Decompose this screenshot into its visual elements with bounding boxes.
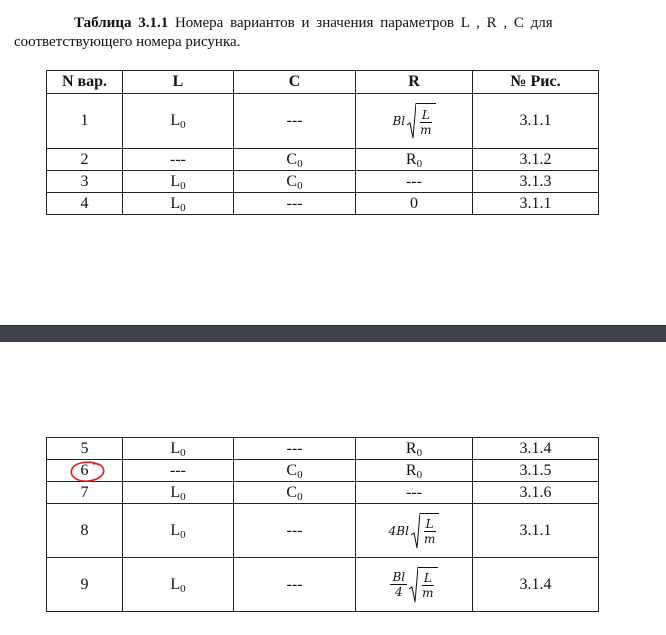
table-caption-text: Номера вариантов и значения параметров L , R , C для [174,15,553,31]
cell-R-formula [356,94,473,149]
cell-figure: 3.1.4 [473,558,599,612]
variants-table-part1 [46,70,599,215]
cell-L: $L_0$ [123,482,234,504]
page-divider [0,325,666,343]
cell-variant: 1 [47,94,123,149]
table-row [47,482,599,504]
formula-bl-over-4-sqrt-l-over-m: $\frac{Bl}{4}$ $\frac{L}{m}$ [390,567,437,603]
cell-variant: 9 [47,558,123,612]
cell-C: $C_0$ [234,149,356,171]
cell-C: $C_0$ [234,482,356,504]
table-row [47,94,599,149]
cell-variant: 5 [47,438,123,460]
cell-R-formula [356,558,473,612]
cell-figure: 3.1.4 [473,438,599,460]
cell-variant: 4 [47,193,123,215]
formula-4bl-sqrt-l-over-m: 4Bl $\frac{L}{m}$ [389,513,440,549]
cell-R: --- [356,171,473,193]
cell-L: $L_0$ [123,193,234,215]
cell-figure: 3.1.3 [473,171,599,193]
table-row [47,504,599,558]
table-header-row [47,71,599,94]
header-variant-number: N вар. [47,71,123,94]
cell-figure: 3.1.5 [473,460,599,482]
cell-figure: 3.1.2 [473,149,599,171]
cell-variant: 8 [47,504,123,558]
cell-C: --- [234,504,356,558]
header-R: R [356,71,473,94]
table-caption-text-cont: соответствующего номера рисунка. [14,34,241,50]
cell-L: --- [123,460,234,482]
cell-R: $R_0$ [356,149,473,171]
cell-C: --- [234,438,356,460]
cell-C: --- [234,558,356,612]
cell-C: $C_0$ [234,460,356,482]
cell-figure: 3.1.1 [473,193,599,215]
header-L: L [123,71,234,94]
cell-L: --- [123,149,234,171]
table-row [47,438,599,460]
cell-variant: 2 [47,149,123,171]
cell-figure: 3.1.6 [473,482,599,504]
cell-variant: 7 [47,482,123,504]
cell-R: --- [356,482,473,504]
cell-R-formula [356,504,473,558]
table-row [47,460,599,482]
cell-R: $R_0$ [356,460,473,482]
cell-L: $L_0$ [123,171,234,193]
cell-L: $L_0$ [123,438,234,460]
formula-bl-sqrt-l-over-m: Bl $\frac{L}{m}$ [392,103,435,139]
table-caption [14,14,644,52]
cell-C: --- [234,193,356,215]
cell-C: --- [234,94,356,149]
variants-table-part2 [46,437,599,612]
cell-R: $R_0$ [356,438,473,460]
cell-L: $L_0$ [123,504,234,558]
table-row [47,149,599,171]
table-row [47,171,599,193]
cell-variant: 3 [47,171,123,193]
cell-L: $L_0$ [123,94,234,149]
table-caption-label: Таблица 3.1.1 [74,15,169,31]
cell-C: $C_0$ [234,171,356,193]
cell-variant: 6 [47,460,123,482]
header-figure-number: № Рис. [473,71,599,94]
table-row [47,558,599,612]
header-C: C [234,71,356,94]
cell-figure: 3.1.1 [473,94,599,149]
cell-figure: 3.1.1 [473,504,599,558]
table-row [47,193,599,215]
cell-R: 0 [356,193,473,215]
cell-L: $L_0$ [123,558,234,612]
